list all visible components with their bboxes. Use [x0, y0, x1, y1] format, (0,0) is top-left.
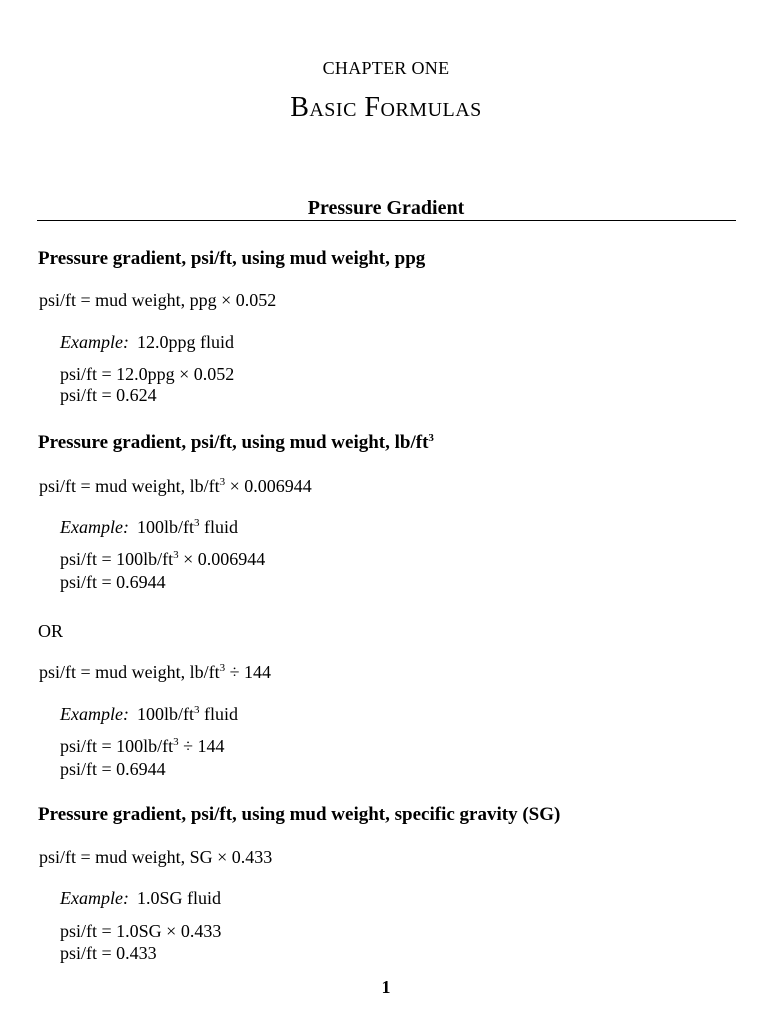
heading-text: Pressure gradient, psi/ft, using mud weight, lb/ft [38, 432, 429, 453]
heading-ppg: Pressure gradient, psi/ft, using mud weight, ppg [38, 248, 426, 269]
example-ppg [60, 332, 234, 353]
calc-sg-result: psi/ft = 0.433 [60, 943, 157, 963]
example-label: Example: [60, 517, 129, 537]
superscript: 3 [173, 736, 179, 748]
example-label: Example: [60, 888, 129, 908]
superscript: 3 [173, 549, 179, 561]
formula-text: psi/ft = mud weight, lb/ft [39, 476, 220, 496]
example-text: 12.0ppg fluid [136, 332, 234, 352]
formula-lbft3-alt [39, 662, 271, 683]
example-text: 100lb/ft [136, 517, 194, 537]
section-title: Pressure Gradient [307, 197, 465, 219]
calc-text: × 0.006944 [178, 549, 266, 569]
calc-text: ÷ 144 [178, 736, 225, 756]
example-lbft3 [60, 517, 238, 538]
page-number: 1 [381, 977, 391, 997]
calc-lbft3-result: psi/ft = 0.6944 [60, 572, 166, 592]
example-text: 100lb/ft [136, 704, 194, 724]
formula-text: ÷ 144 [225, 662, 272, 682]
formula-lbft3 [39, 476, 312, 497]
formula-text: psi/ft = mud weight, lb/ft [39, 662, 220, 682]
calc-lbft3-alt-result: psi/ft = 0.6944 [60, 759, 166, 779]
chapter-title: Basic Formulas [290, 92, 482, 123]
calc-ppg-result: psi/ft = 0.624 [60, 385, 157, 405]
example-lbft3-alt [60, 704, 238, 725]
or-separator: OR [38, 621, 64, 641]
superscript: 3 [193, 704, 200, 716]
chapter-label: CHAPTER ONE [322, 58, 450, 78]
heading-lbft3 [38, 432, 434, 454]
example-label: Example: [60, 704, 129, 724]
calc-ppg-step-1: psi/ft = 12.0ppg × 0.052 [60, 364, 235, 384]
calc-sg-step-1: psi/ft = 1.0SG × 0.433 [60, 921, 222, 941]
section-divider [37, 220, 736, 221]
heading-sg: Pressure gradient, psi/ft, using mud weight, specific gravity (SG) [38, 804, 561, 825]
example-text: fluid [199, 704, 238, 724]
calc-text: psi/ft = 100lb/ft [60, 549, 174, 569]
superscript: 3 [219, 662, 226, 674]
example-sg [60, 888, 221, 909]
superscript: 3 [428, 432, 434, 444]
formula-sg: psi/ft = mud weight, SG × 0.433 [39, 847, 273, 867]
formula-text: × 0.006944 [225, 476, 312, 496]
calc-lbft3-alt-step-1 [60, 736, 225, 757]
formula-ppg: psi/ft = mud weight, ppg × 0.052 [39, 290, 277, 310]
example-text: 1.0SG fluid [136, 888, 221, 908]
example-label: Example: [60, 332, 129, 352]
superscript: 3 [219, 476, 226, 488]
calc-lbft3-step-1 [60, 549, 265, 570]
example-text: fluid [199, 517, 238, 537]
superscript: 3 [193, 517, 200, 529]
calc-text: psi/ft = 100lb/ft [60, 736, 174, 756]
